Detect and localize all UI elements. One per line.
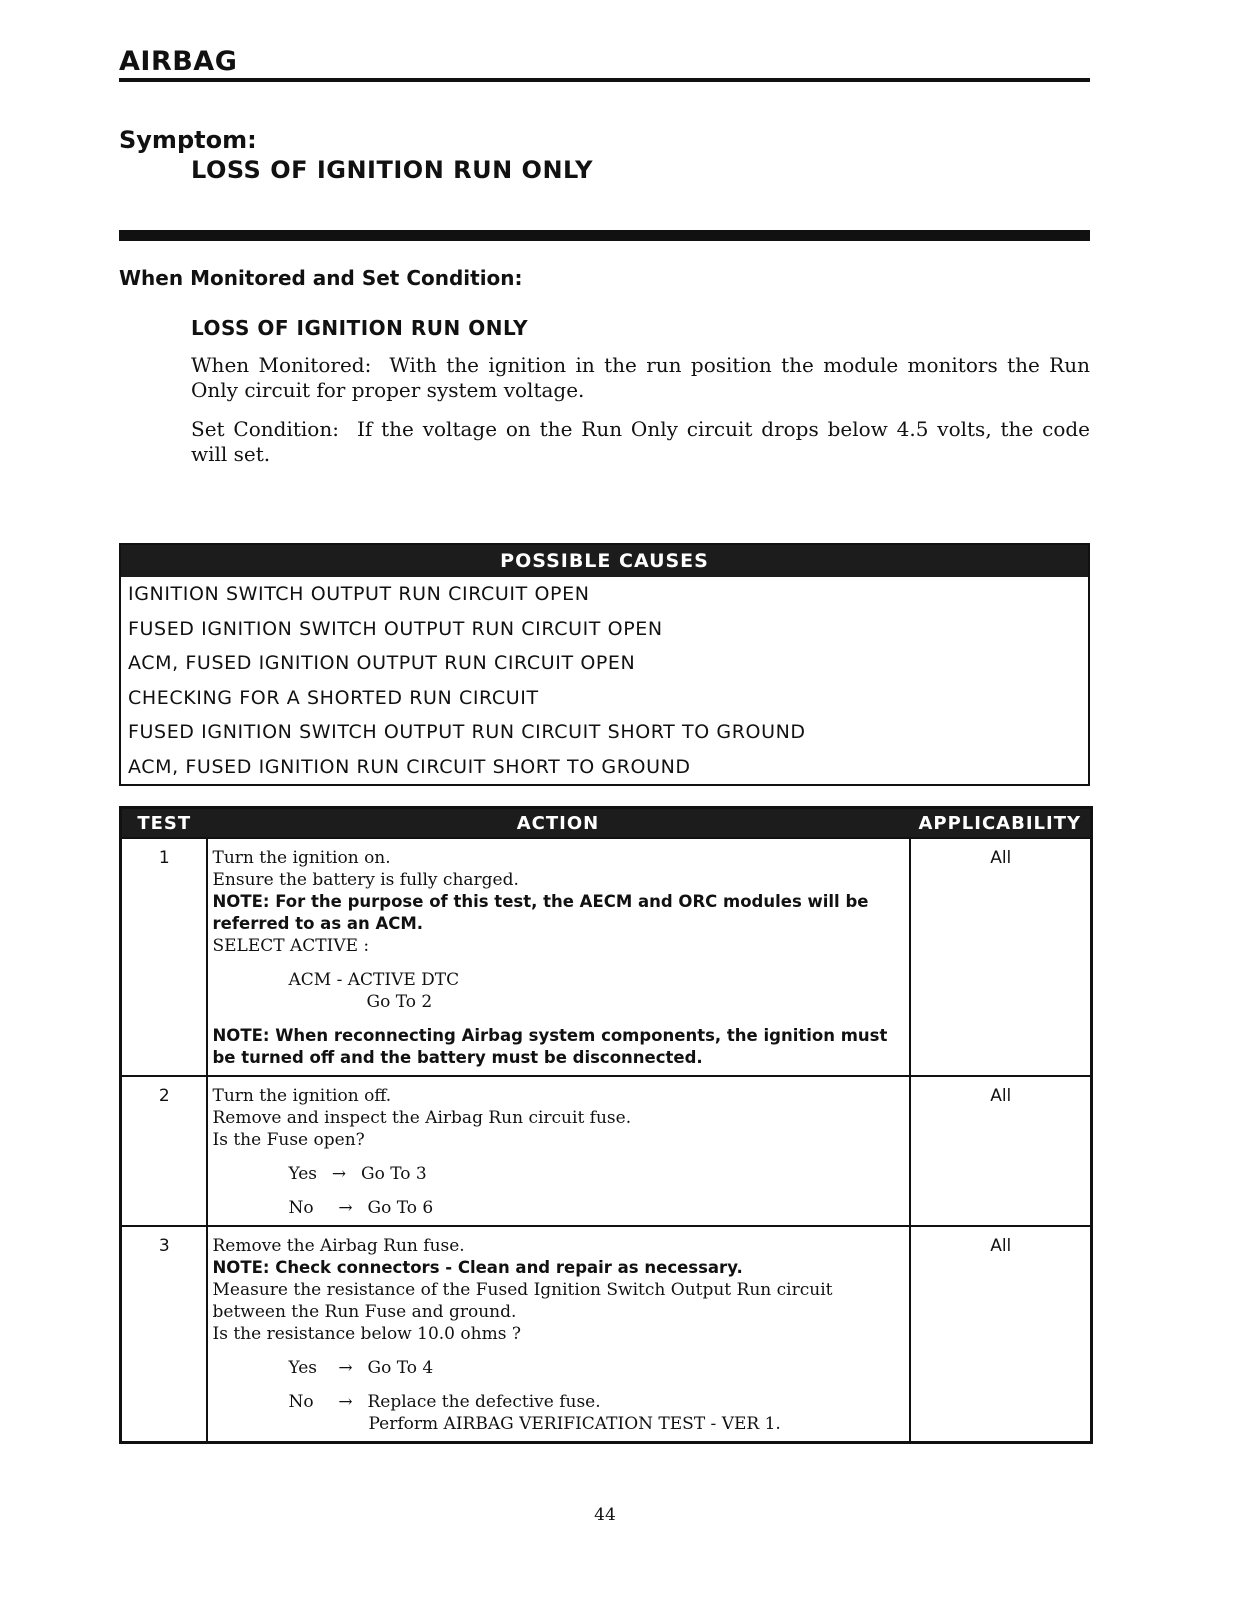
test-applicability: All: [910, 838, 1092, 1076]
conditions-heading: When Monitored and Set Condition:: [119, 266, 523, 290]
right-arrow-icon: →: [338, 1358, 353, 1378]
cause-item: IGNITION SWITCH OUTPUT RUN CIRCUIT OPEN: [128, 583, 590, 606]
when-monitored-label: When Monitored:: [191, 353, 372, 377]
action-line: Turn the ignition on.: [212, 848, 391, 868]
action-line: Is the resistance below 10.0 ohms ?: [212, 1324, 521, 1344]
goto-result: Go To 2: [366, 992, 433, 1012]
yes-branch: [289, 1163, 905, 1185]
test-number: 1: [121, 838, 207, 1076]
no-label: No: [288, 1198, 314, 1218]
set-condition-text: If the voltage on the Run Only circuit drops below 4.5 volts, the code will set.: [191, 417, 1091, 466]
test-applicability: All: [910, 1226, 1092, 1443]
select-option: ACM - ACTIVE DTC: [288, 970, 460, 990]
action-column-header: ACTION: [207, 808, 910, 839]
applicability-column-header: APPLICABILITY: [910, 808, 1092, 839]
test-row: [121, 838, 1092, 1076]
cause-item: FUSED IGNITION SWITCH OUTPUT RUN CIRCUIT SHORT TO GROUND: [128, 721, 806, 744]
no-branch: [289, 1391, 905, 1413]
test-row: [121, 1226, 1092, 1443]
action-note: NOTE: When reconnecting Airbag system components, the ignition must be turned off and the battery must be disconnected.: [212, 1026, 888, 1067]
action-line: Ensure the battery is fully charged.: [212, 870, 519, 890]
test-column-header: TEST: [121, 808, 207, 839]
yes-branch: [289, 1357, 905, 1379]
symptom-label: Symptom:: [119, 126, 257, 154]
possible-causes-table: [119, 543, 1090, 786]
cause-item: CHECKING FOR A SHORTED RUN CIRCUIT: [128, 686, 539, 709]
no-label: No: [288, 1392, 314, 1412]
yes-label: Yes: [288, 1164, 318, 1184]
action-line: Remove and inspect the Airbag Run circuit fuse.: [212, 1108, 632, 1128]
test-action: [207, 1226, 910, 1443]
action-line: Measure the resistance of the Fused Ignition Switch Output Run circuit between the Run Fuse and ground.: [212, 1280, 833, 1322]
test-action: [207, 838, 910, 1076]
yes-result: Go To 4: [367, 1358, 434, 1378]
symptom-title: LOSS OF IGNITION RUN ONLY: [191, 156, 593, 184]
test-action: [207, 1076, 910, 1226]
yes-result: Go To 3: [361, 1164, 427, 1184]
no-result-continued: Perform AIRBAG VERIFICATION TEST - VER 1.: [368, 1414, 781, 1434]
right-arrow-icon: →: [338, 1392, 353, 1412]
test-number: 3: [121, 1226, 207, 1443]
section-title: AIRBAG: [119, 46, 238, 77]
header-rule: [119, 78, 1090, 82]
right-arrow-icon: →: [338, 1198, 353, 1218]
no-result: Replace the defective fuse.: [367, 1392, 601, 1412]
cause-item: ACM, FUSED IGNITION RUN CIRCUIT SHORT TO GROUND: [128, 755, 691, 778]
test-number: 2: [121, 1076, 207, 1226]
select-label: SELECT ACTIVE :: [212, 936, 370, 956]
action-line: Turn the ignition off.: [212, 1086, 392, 1106]
action-line: Remove the Airbag Run fuse.: [212, 1236, 465, 1256]
no-branch: [289, 1197, 905, 1219]
cause-item: ACM, FUSED IGNITION OUTPUT RUN CIRCUIT OPEN: [128, 652, 636, 675]
possible-causes-header: POSSIBLE CAUSES: [120, 544, 1089, 577]
page-number: 44: [594, 1505, 616, 1525]
no-result: Go To 6: [367, 1198, 434, 1218]
when-monitored-paragraph: [191, 353, 1090, 403]
when-monitored-text: With the ignition in the run position the module monitors the Run Only circuit for proper system voltage.: [191, 353, 1090, 402]
test-applicability: All: [910, 1076, 1092, 1226]
action-note: NOTE: For the purpose of this test, the AECM and ORC modules will be referred to as an ACM.: [212, 892, 869, 933]
conditions-subheading: LOSS OF IGNITION RUN ONLY: [191, 316, 529, 340]
test-table: [119, 806, 1093, 1444]
action-line: Is the Fuse open?: [212, 1130, 365, 1150]
symptom-divider: [119, 230, 1090, 241]
set-condition-paragraph: [191, 417, 1090, 467]
set-condition-label: Set Condition:: [191, 417, 339, 441]
right-arrow-icon: →: [331, 1164, 347, 1184]
action-note: NOTE: Check connectors - Clean and repair as necessary.: [212, 1258, 743, 1277]
cause-item: FUSED IGNITION SWITCH OUTPUT RUN CIRCUIT OPEN: [128, 617, 663, 640]
test-row: [121, 1076, 1092, 1226]
yes-label: Yes: [288, 1358, 318, 1378]
